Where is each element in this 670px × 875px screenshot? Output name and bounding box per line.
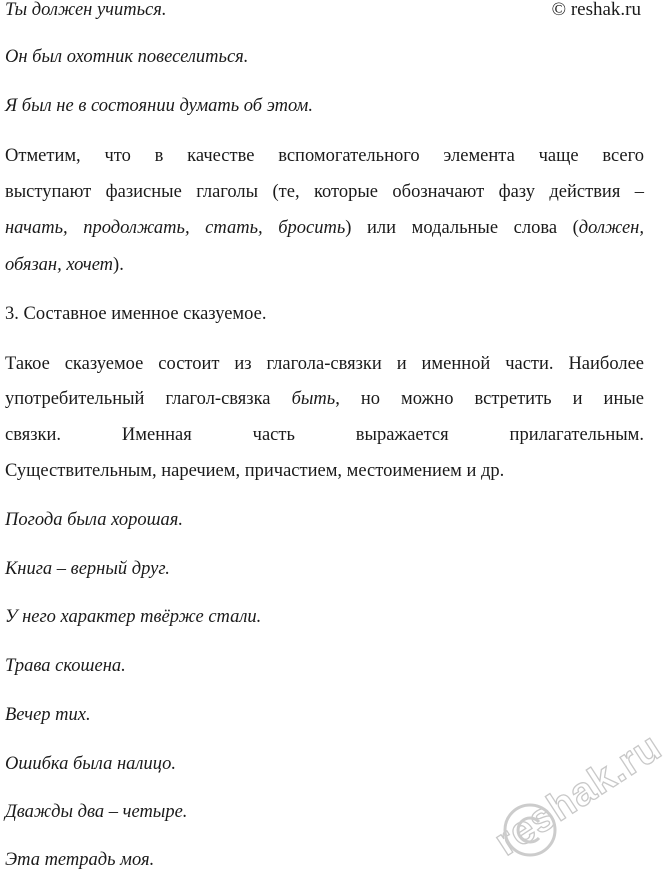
document-page [5, 0, 645, 871]
example-sentence: Ошибка была налицо. [5, 754, 177, 774]
example-sentence: У него характер твёрже стали. [5, 607, 262, 627]
paragraph-line: связки. Именная часть выражается прилагательным. [5, 425, 644, 445]
text-fragment: ). [113, 255, 124, 275]
italic-fragment: начать, продолжать, стать, бросить [5, 218, 346, 238]
paragraph-line [5, 218, 644, 238]
paragraph-line: Отметим, что в качестве вспомогательного элемента чаще всего [5, 146, 644, 166]
copyright-label: © reshak.ru [551, 0, 641, 20]
example-sentence: Я был не в состоянии думать об этом. [5, 96, 313, 116]
example-sentence: Погода была хорошая. [5, 510, 184, 530]
paragraph-line [5, 255, 124, 275]
example-sentence: Эта тетрадь моя. [5, 850, 155, 870]
example-sentence: Он был охотник повеселиться. [5, 47, 249, 67]
paragraph-line [5, 389, 644, 409]
example-sentence: Ты должен учиться. [5, 0, 167, 20]
paragraph-line: Существительным, наречием, причастием, местоимением и др. [5, 461, 505, 481]
example-sentence: Книга – верный друг. [5, 559, 170, 579]
italic-fragment: быть [291, 389, 336, 409]
italic-fragment: должен, [578, 218, 644, 238]
example-sentence: Вечер тих. [5, 705, 91, 725]
paragraph-line: Такое сказуемое состоит из глагола-связки и именной части. Наиболее [5, 354, 644, 374]
paragraph-line: выступают фазисные глаголы (те, которые обозначают фазу действия – [5, 182, 644, 202]
italic-fragment: обязан, хочет [5, 255, 114, 275]
example-sentence: Трава скошена. [5, 656, 126, 676]
example-sentence: Дважды два – четыре. [5, 802, 188, 822]
text-fragment: , но можно встретить и иные [335, 389, 644, 409]
watermark-text: reshak.ru [486, 724, 670, 865]
text-fragment: употребительный глагол-связка [5, 389, 292, 409]
text-fragment: ) или модальные слова ( [345, 218, 579, 238]
section-heading: 3. Составное именное сказуемое. [5, 304, 267, 324]
